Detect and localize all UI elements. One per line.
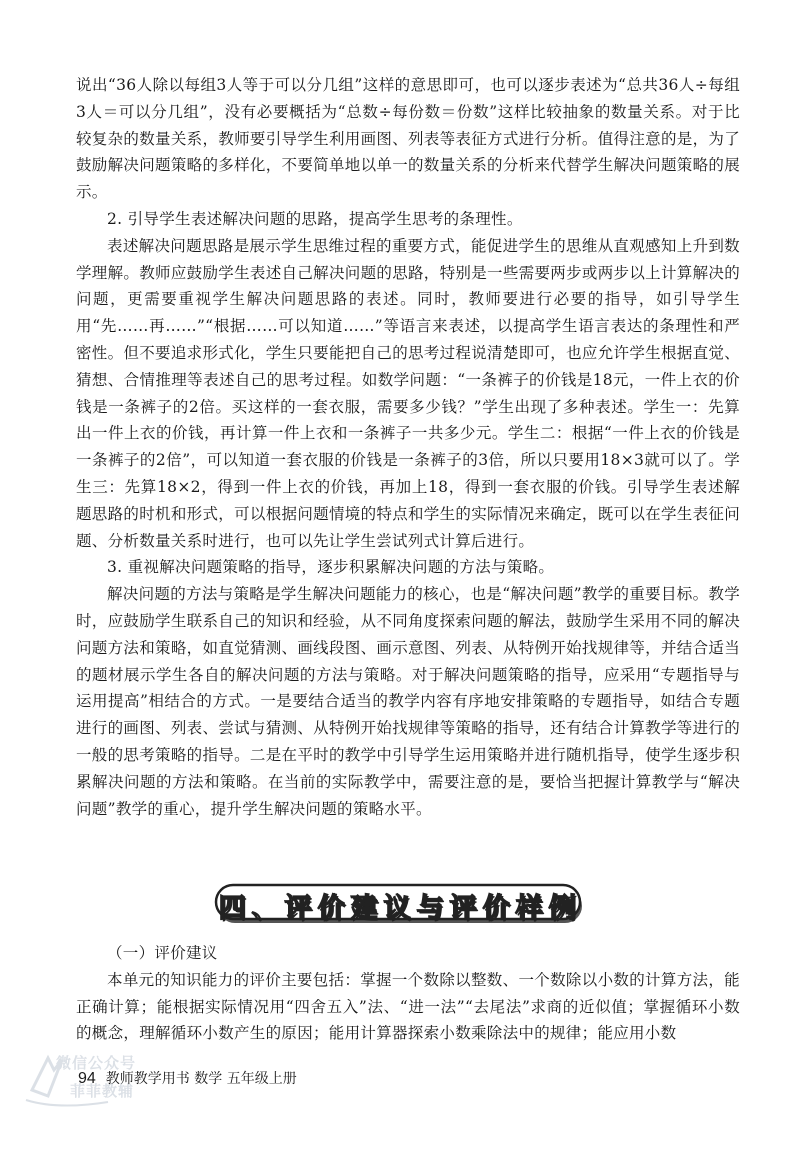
section-heading-text: 四、评价建议与评价样例 [218,892,582,924]
subheading-evaluation: （一）评价建议 [107,944,218,962]
page-footer [78,1068,297,1088]
page-number: 94 [78,1070,96,1087]
subheading-3: 3. 重视解决问题策略的指导，逐步积累解决问题的方法与策略。 [107,558,555,577]
paragraph-3: 解决问题的方法与策略是学生解决问题能力的核心，也是“解决问题”教学的重要目标。教学时，应鼓励学生联系自己的知识和经验，从不同角度探索问题的解法，鼓励学生采用不同的解决问题方法和策略，如直觉猜测、画线段图、画示意图、列表、从特例开始找规律等，并结合适当的题材展示学生各自的解决问题的方法与策略。对于解决问题策略的指导，应采用“专题指导与运用提高”相结合的方式。一是要结合适当的教学内容有序地安排策略的专题指导，如结合专题进行的画图、列表、尝试与猜测、从特例开始找规律等策略的指导，还有结合计算教学等进行的一般的思考策略的指导。二是在平时的教学中引导学生运用策略并进行随机指导，使学生逐步积累解决问题的方法和策略。在当前的实际教学中，需要注意的是，要恰当把握计算教学与“解决问题”教学的重心，提升学生解决问题的策略水平。 [76,585,740,818]
section-heading-banner [214,883,586,927]
body-text-bottom [76,940,740,1047]
paragraph-2: 表述解决问题思路是展示学生思维过程的重要方式，能促进学生的思维从直观感知上升到数学理解。教师应鼓励学生表述自己解决问题的思路，特别是一些需要两步或两步以上计算解决的问题，更需要重视学生解决问题思路的表述。同时，教师要进行必要的指导，如引导学生用“先……再……”“根据……可以知道……”等语言来表述，以提高学生语言表达的条理性和严密性。但不要追求形式化，学生只要能把自己的思考过程说清楚即可，也应允许学生根据直觉、猜想、合情推理等表述自己的思考过程。如数学问题：“一条裤子的价钱是18元，一件上衣的价钱是一条裤子的2倍。买这样的一套衣服，需要多少钱？”学生出现了多种表述。学生一：先算出一件上衣的价钱，再计算一件上衣和一条裤子一共多少元。学生二：根据“一件上衣的价钱是一条裤子的2倍”，可以知道一套衣服的价钱是一条裤子的3倍，所以只要用18×3就可以了。学生三：先算18×2，得到一件上衣的价钱，再加上18，得到一套衣服的价钱。引导学生表述解题思路的时机和形式，可以根据问题情境的特点和学生的实际情况来确定，既可以在学生表征问题、分析数量关系时进行，也可以先让学生尝试列式计算后进行。 [76,236,740,550]
paragraph-evaluation: 本单元的知识能力的评价主要包括：掌握一个数除以整数、一个数除以小数的计算方法，能正确计算；能根据实际情况用“四舍五入”法、“进一法”“去尾法”求商的近似值；掌握循环小数的概念，理解循环小数产生的原因；能用计算器探索小数乘除法中的规律；能应用小数 [76,970,740,1043]
subheading-2: 2. 引导学生表述解决问题的思路，提高学生思考的条理性。 [107,209,523,228]
body-text-top [76,72,740,822]
watermark-line-1: 微信公众号 [56,1054,137,1072]
paragraph-1: 说出“36人除以每组3人等于可以分几组”这样的意思即可，也可以逐步表述为“总共36人÷每组3人＝可以分几组”，没有必要概括为“总数÷每份数＝份数”这样比较抽象的数量关系。对于比较复杂的数量关系，教师要引导学生利用画图、列表等表征方式进行分析。值得注意的是，为了鼓励解决问题策略的多样化，不要简单地以单一的数量关系的分析来代替学生解决问题策略的展示。 [76,76,740,202]
watermark-line-2: 菲菲教辅 [70,1082,135,1100]
book-title: 教师教学用书 数学 五年级上册 [105,1071,297,1087]
